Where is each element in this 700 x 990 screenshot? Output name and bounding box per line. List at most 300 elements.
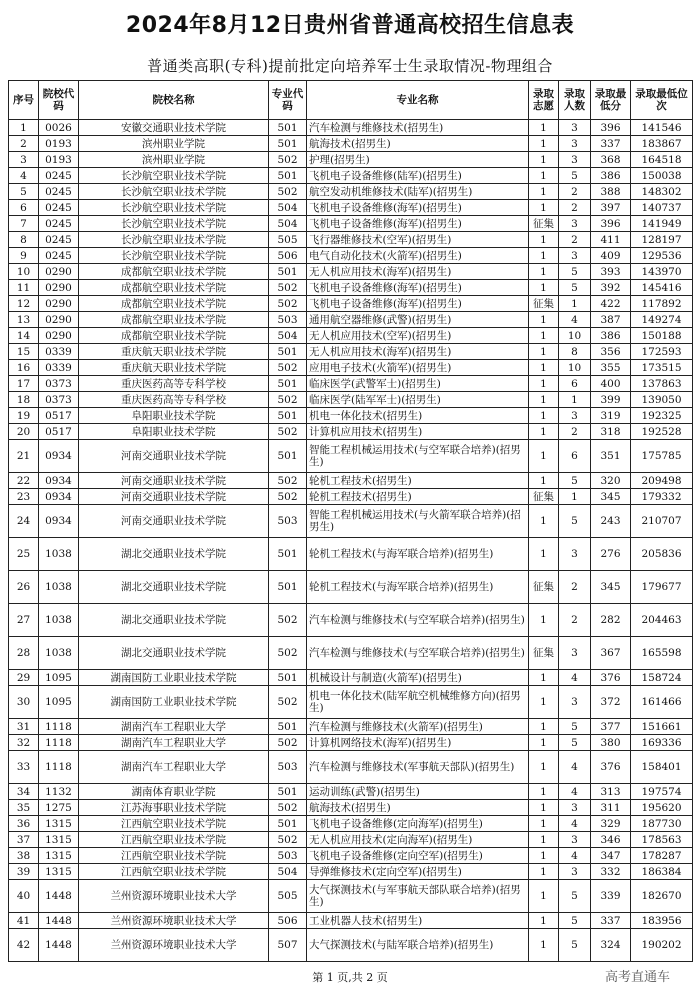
cell-no: 15: [9, 344, 39, 360]
cell-count: 1: [559, 392, 591, 408]
cell-count: 5: [559, 505, 591, 538]
table-row: [9, 360, 693, 376]
cell-no: 16: [9, 360, 39, 376]
cell-major-code: 502: [269, 280, 307, 296]
cell-major-name: 汽车检测与维修技术(军事航天部队)(招男生): [307, 751, 529, 784]
col-header-no: 序号: [9, 81, 39, 120]
cell-min-score: 311: [591, 800, 631, 816]
table-row: [9, 200, 693, 216]
cell-volunteer: 征集: [529, 489, 559, 505]
cell-major-name: 无人机应用技术(海军)(招男生): [307, 344, 529, 360]
cell-major-code: 501: [269, 120, 307, 136]
cell-volunteer: 1: [529, 784, 559, 800]
col-header-school-code: 院校代码: [39, 81, 79, 120]
cell-school-code: 0934: [39, 440, 79, 473]
cell-no: 7: [9, 216, 39, 232]
cell-school-name: 成都航空职业技术学院: [79, 312, 269, 328]
cell-min-score: 386: [591, 168, 631, 184]
cell-min-rank: 186384: [631, 864, 693, 880]
cell-school-code: 1275: [39, 800, 79, 816]
cell-min-rank: 192325: [631, 408, 693, 424]
cell-school-name: 长沙航空职业技术学院: [79, 200, 269, 216]
cell-major-code: 501: [269, 168, 307, 184]
cell-volunteer: 1: [529, 719, 559, 735]
table-row: [9, 571, 693, 604]
cell-school-code: 0026: [39, 120, 79, 136]
cell-count: 10: [559, 360, 591, 376]
cell-no: 27: [9, 604, 39, 637]
cell-volunteer: 1: [529, 816, 559, 832]
page-footer: 第 1 页,共 2 页: [312, 971, 388, 984]
cell-major-code: 502: [269, 604, 307, 637]
cell-min-rank: 140737: [631, 200, 693, 216]
table-row: [9, 296, 693, 312]
table-row: [9, 816, 693, 832]
cell-count: 3: [559, 864, 591, 880]
cell-no: 17: [9, 376, 39, 392]
cell-major-name: 无人机应用技术(海军)(招男生): [307, 264, 529, 280]
cell-no: 4: [9, 168, 39, 184]
cell-no: 14: [9, 328, 39, 344]
cell-min-score: 396: [591, 216, 631, 232]
cell-count: 2: [559, 184, 591, 200]
cell-count: 4: [559, 751, 591, 784]
cell-min-score: 243: [591, 505, 631, 538]
cell-no: 9: [9, 248, 39, 264]
cell-major-code: 501: [269, 408, 307, 424]
cell-major-code: 502: [269, 800, 307, 816]
cell-major-name: 大气探测技术(与陆军联合培养)(招男生): [307, 929, 529, 962]
cell-major-name: 工业机器人技术(招男生): [307, 913, 529, 929]
cell-min-rank: 183956: [631, 913, 693, 929]
cell-major-name: 临床医学(武警军士)(招男生): [307, 376, 529, 392]
cell-no: 38: [9, 848, 39, 864]
table-row: [9, 880, 693, 913]
cell-min-score: 397: [591, 200, 631, 216]
cell-major-code: 502: [269, 832, 307, 848]
cell-count: 3: [559, 800, 591, 816]
cell-major-code: 505: [269, 880, 307, 913]
table-row: [9, 489, 693, 505]
cell-min-rank: 158401: [631, 751, 693, 784]
col-header-major-name: 专业名称: [307, 81, 529, 120]
page-title: 2024年8月12日贵州省普通高校招生信息表: [125, 13, 575, 38]
table-row: [9, 424, 693, 440]
table-row: [9, 473, 693, 489]
cell-min-rank: 141949: [631, 216, 693, 232]
cell-count: 6: [559, 440, 591, 473]
cell-min-rank: 209498: [631, 473, 693, 489]
cell-min-score: 332: [591, 864, 631, 880]
cell-volunteer: 1: [529, 929, 559, 962]
cell-major-name: 飞机电子设备维修(海军)(招男生): [307, 200, 529, 216]
cell-volunteer: 1: [529, 864, 559, 880]
cell-school-name: 湖北交通职业技术学院: [79, 604, 269, 637]
table-row: [9, 280, 693, 296]
cell-major-code: 501: [269, 538, 307, 571]
cell-school-code: 0245: [39, 232, 79, 248]
cell-major-name: 航海技术(招男生): [307, 800, 529, 816]
cell-school-code: 1095: [39, 686, 79, 719]
cell-min-score: 339: [591, 880, 631, 913]
cell-major-code: 501: [269, 344, 307, 360]
cell-school-name: 湖北交通职业技术学院: [79, 571, 269, 604]
cell-min-rank: 150188: [631, 328, 693, 344]
cell-school-name: 兰州资源环境职业技术大学: [79, 880, 269, 913]
table-row: [9, 913, 693, 929]
cell-count: 5: [559, 280, 591, 296]
cell-school-name: 长沙航空职业技术学院: [79, 248, 269, 264]
cell-min-score: 392: [591, 280, 631, 296]
cell-school-code: 1118: [39, 751, 79, 784]
cell-school-code: 1448: [39, 880, 79, 913]
cell-min-score: 376: [591, 670, 631, 686]
cell-major-code: 502: [269, 473, 307, 489]
cell-no: 10: [9, 264, 39, 280]
cell-school-code: 1038: [39, 604, 79, 637]
cell-school-code: 0245: [39, 184, 79, 200]
cell-count: 8: [559, 344, 591, 360]
cell-volunteer: 1: [529, 408, 559, 424]
cell-no: 1: [9, 120, 39, 136]
cell-no: 26: [9, 571, 39, 604]
cell-no: 23: [9, 489, 39, 505]
cell-volunteer: 征集: [529, 571, 559, 604]
cell-min-rank: 182670: [631, 880, 693, 913]
cell-school-code: 0517: [39, 424, 79, 440]
cell-school-code: 0245: [39, 248, 79, 264]
cell-school-name: 湖北交通职业技术学院: [79, 637, 269, 670]
cell-school-code: 1315: [39, 848, 79, 864]
cell-min-score: 347: [591, 848, 631, 864]
cell-count: 4: [559, 312, 591, 328]
cell-major-name: 飞机电子设备维修(陆军)(招男生): [307, 168, 529, 184]
table-row: [9, 670, 693, 686]
cell-major-name: 无人机应用技术(定向海军)(招男生): [307, 832, 529, 848]
cell-major-name: 智能工程机械运用技术(与空军联合培养)(招男生): [307, 440, 529, 473]
cell-school-code: 0290: [39, 328, 79, 344]
cell-school-code: 0290: [39, 296, 79, 312]
cell-no: 28: [9, 637, 39, 670]
cell-major-name: 轮机工程技术(招男生): [307, 489, 529, 505]
cell-major-name: 汽车检测与维修技术(火箭军)(招男生): [307, 719, 529, 735]
cell-volunteer: 1: [529, 848, 559, 864]
cell-volunteer: 1: [529, 280, 559, 296]
cell-volunteer: 1: [529, 264, 559, 280]
cell-major-code: 502: [269, 489, 307, 505]
cell-major-code: 502: [269, 735, 307, 751]
cell-min-rank: 173515: [631, 360, 693, 376]
cell-major-name: 飞机电子设备维修(海军)(招男生): [307, 280, 529, 296]
cell-min-rank: 175785: [631, 440, 693, 473]
table-row: [9, 505, 693, 538]
cell-count: 2: [559, 424, 591, 440]
cell-major-code: 506: [269, 248, 307, 264]
cell-min-score: 276: [591, 538, 631, 571]
cell-school-name: 成都航空职业技术学院: [79, 296, 269, 312]
cell-min-rank: 210707: [631, 505, 693, 538]
cell-no: 34: [9, 784, 39, 800]
cell-major-name: 计算机网络技术(海军)(招男生): [307, 735, 529, 751]
cell-min-rank: 117892: [631, 296, 693, 312]
cell-min-rank: 145416: [631, 280, 693, 296]
table-row: [9, 440, 693, 473]
cell-no: 29: [9, 670, 39, 686]
admission-table: [8, 80, 693, 962]
cell-school-code: 0290: [39, 312, 79, 328]
cell-min-rank: 178287: [631, 848, 693, 864]
table-row: [9, 168, 693, 184]
cell-major-code: 504: [269, 216, 307, 232]
cell-min-rank: 204463: [631, 604, 693, 637]
table-row: [9, 848, 693, 864]
cell-min-rank: 179677: [631, 571, 693, 604]
cell-school-name: 湖南国防工业职业技术学院: [79, 686, 269, 719]
cell-min-rank: 165598: [631, 637, 693, 670]
cell-school-name: 长沙航空职业技术学院: [79, 168, 269, 184]
cell-volunteer: 1: [529, 604, 559, 637]
cell-count: 4: [559, 848, 591, 864]
cell-min-rank: 187730: [631, 816, 693, 832]
cell-school-name: 长沙航空职业技术学院: [79, 216, 269, 232]
cell-volunteer: 征集: [529, 216, 559, 232]
col-header-min-score: 录取最低分: [591, 81, 631, 120]
cell-count: 5: [559, 929, 591, 962]
cell-min-score: 393: [591, 264, 631, 280]
col-header-min-rank: 录取最低位次: [631, 81, 693, 120]
cell-volunteer: 1: [529, 473, 559, 489]
cell-major-name: 机电一体化技术(陆军航空机械维修方向)(招男生): [307, 686, 529, 719]
cell-school-name: 成都航空职业技术学院: [79, 328, 269, 344]
cell-no: 33: [9, 751, 39, 784]
cell-min-rank: 172593: [631, 344, 693, 360]
cell-major-code: 502: [269, 184, 307, 200]
cell-school-name: 兰州资源环境职业技术大学: [79, 929, 269, 962]
table-row: [9, 538, 693, 571]
cell-major-code: 501: [269, 376, 307, 392]
cell-school-code: 1118: [39, 735, 79, 751]
cell-count: 3: [559, 538, 591, 571]
cell-min-rank: 128197: [631, 232, 693, 248]
cell-major-code: 501: [269, 440, 307, 473]
cell-major-name: 护理(招男生): [307, 152, 529, 168]
cell-count: 5: [559, 735, 591, 751]
cell-school-code: 0517: [39, 408, 79, 424]
cell-school-code: 1448: [39, 913, 79, 929]
cell-no: 22: [9, 473, 39, 489]
cell-min-score: 329: [591, 816, 631, 832]
table-row: [9, 800, 693, 816]
cell-count: 5: [559, 880, 591, 913]
cell-count: 3: [559, 216, 591, 232]
cell-count: 3: [559, 637, 591, 670]
cell-school-name: 江西航空职业技术学院: [79, 832, 269, 848]
cell-major-name: 汽车检测与维修技术(招男生): [307, 120, 529, 136]
col-header-count: 录取人数: [559, 81, 591, 120]
cell-school-code: 0193: [39, 136, 79, 152]
cell-count: 5: [559, 913, 591, 929]
cell-min-score: 367: [591, 637, 631, 670]
table-row: [9, 686, 693, 719]
cell-no: 41: [9, 913, 39, 929]
cell-min-score: 388: [591, 184, 631, 200]
cell-volunteer: 1: [529, 136, 559, 152]
cell-count: 5: [559, 168, 591, 184]
cell-no: 12: [9, 296, 39, 312]
cell-school-code: 0373: [39, 376, 79, 392]
cell-major-name: 运动训练(武警)(招男生): [307, 784, 529, 800]
cell-min-score: 411: [591, 232, 631, 248]
cell-min-rank: 190202: [631, 929, 693, 962]
cell-min-rank: 149274: [631, 312, 693, 328]
cell-major-name: 航海技术(招男生): [307, 136, 529, 152]
cell-volunteer: 1: [529, 832, 559, 848]
cell-min-score: 356: [591, 344, 631, 360]
cell-school-code: 0934: [39, 505, 79, 538]
cell-school-name: 江西航空职业技术学院: [79, 864, 269, 880]
cell-volunteer: 1: [529, 440, 559, 473]
cell-major-name: 飞行器维修技术(空军)(招男生): [307, 232, 529, 248]
cell-volunteer: 1: [529, 424, 559, 440]
cell-count: 3: [559, 248, 591, 264]
cell-min-score: 376: [591, 751, 631, 784]
cell-count: 3: [559, 686, 591, 719]
cell-no: 11: [9, 280, 39, 296]
cell-major-code: 502: [269, 392, 307, 408]
cell-major-code: 501: [269, 816, 307, 832]
cell-min-score: 387: [591, 312, 631, 328]
table-row: [9, 637, 693, 670]
cell-school-code: 1095: [39, 670, 79, 686]
cell-volunteer: 1: [529, 880, 559, 913]
cell-min-score: 422: [591, 296, 631, 312]
cell-major-code: 502: [269, 424, 307, 440]
cell-major-code: 505: [269, 232, 307, 248]
cell-no: 21: [9, 440, 39, 473]
cell-major-code: 503: [269, 751, 307, 784]
cell-no: 40: [9, 880, 39, 913]
cell-school-code: 0339: [39, 360, 79, 376]
cell-min-rank: 169336: [631, 735, 693, 751]
cell-major-code: 507: [269, 929, 307, 962]
cell-min-rank: 205836: [631, 538, 693, 571]
cell-major-code: 502: [269, 637, 307, 670]
cell-school-name: 江苏海事职业技术学院: [79, 800, 269, 816]
cell-min-score: 409: [591, 248, 631, 264]
table-row: [9, 248, 693, 264]
cell-school-name: 湖北交通职业技术学院: [79, 538, 269, 571]
cell-major-name: 导弹维修技术(定向空军)(招男生): [307, 864, 529, 880]
table-row: [9, 136, 693, 152]
cell-school-name: 重庆医药高等专科学校: [79, 392, 269, 408]
cell-school-name: 河南交通职业技术学院: [79, 440, 269, 473]
cell-no: 25: [9, 538, 39, 571]
table-header-row: [9, 81, 693, 120]
cell-major-code: 502: [269, 686, 307, 719]
cell-school-name: 湖南汽车工程职业大学: [79, 751, 269, 784]
cell-major-name: 应用电子技术(火箭军)(招男生): [307, 360, 529, 376]
cell-major-code: 501: [269, 136, 307, 152]
cell-major-code: 501: [269, 571, 307, 604]
cell-school-code: 1315: [39, 864, 79, 880]
cell-min-score: 318: [591, 424, 631, 440]
cell-major-code: 504: [269, 328, 307, 344]
cell-count: 3: [559, 152, 591, 168]
cell-school-name: 成都航空职业技术学院: [79, 280, 269, 296]
cell-min-score: 351: [591, 440, 631, 473]
table-row: [9, 376, 693, 392]
cell-school-code: 0245: [39, 168, 79, 184]
cell-count: 10: [559, 328, 591, 344]
cell-no: 18: [9, 392, 39, 408]
cell-major-code: 506: [269, 913, 307, 929]
cell-school-code: 0934: [39, 489, 79, 505]
cell-min-rank: 150038: [631, 168, 693, 184]
cell-major-code: 503: [269, 505, 307, 538]
cell-no: 24: [9, 505, 39, 538]
cell-major-code: 501: [269, 264, 307, 280]
cell-count: 3: [559, 832, 591, 848]
cell-school-name: 湖南汽车工程职业大学: [79, 735, 269, 751]
cell-volunteer: 征集: [529, 637, 559, 670]
cell-school-name: 长沙航空职业技术学院: [79, 232, 269, 248]
cell-count: 2: [559, 604, 591, 637]
cell-min-score: 380: [591, 735, 631, 751]
cell-min-score: 399: [591, 392, 631, 408]
cell-no: 42: [9, 929, 39, 962]
cell-major-code: 501: [269, 784, 307, 800]
cell-school-name: 滨州职业学院: [79, 152, 269, 168]
cell-count: 3: [559, 408, 591, 424]
cell-school-name: 成都航空职业技术学院: [79, 264, 269, 280]
cell-count: 3: [559, 136, 591, 152]
cell-volunteer: 1: [529, 913, 559, 929]
cell-no: 35: [9, 800, 39, 816]
cell-min-rank: 139050: [631, 392, 693, 408]
cell-volunteer: 1: [529, 800, 559, 816]
cell-count: 4: [559, 816, 591, 832]
cell-min-score: 337: [591, 913, 631, 929]
table-row: [9, 392, 693, 408]
cell-min-score: 386: [591, 328, 631, 344]
cell-major-name: 飞机电子设备维修(定向空军)(招男生): [307, 848, 529, 864]
cell-count: 5: [559, 264, 591, 280]
cell-min-score: 355: [591, 360, 631, 376]
cell-count: 2: [559, 232, 591, 248]
cell-school-name: 江西航空职业技术学院: [79, 816, 269, 832]
cell-major-name: 机电一体化技术(招男生): [307, 408, 529, 424]
cell-no: 39: [9, 864, 39, 880]
cell-count: 4: [559, 784, 591, 800]
cell-min-score: 319: [591, 408, 631, 424]
table-row: [9, 344, 693, 360]
cell-min-rank: 179332: [631, 489, 693, 505]
col-header-school-name: 院校名称: [79, 81, 269, 120]
table-row: [9, 719, 693, 735]
cell-school-name: 重庆医药高等专科学校: [79, 376, 269, 392]
cell-count: 5: [559, 719, 591, 735]
cell-major-name: 大气探测技术(与军事航天部队联合培养)(招男生): [307, 880, 529, 913]
cell-major-code: 502: [269, 296, 307, 312]
cell-major-name: 飞机电子设备维修(海军)(招男生): [307, 216, 529, 232]
cell-school-code: 1118: [39, 719, 79, 735]
cell-volunteer: 1: [529, 360, 559, 376]
cell-no: 30: [9, 686, 39, 719]
cell-volunteer: 1: [529, 200, 559, 216]
cell-school-name: 湖南国防工业职业技术学院: [79, 670, 269, 686]
cell-count: 1: [559, 489, 591, 505]
cell-school-code: 0339: [39, 344, 79, 360]
